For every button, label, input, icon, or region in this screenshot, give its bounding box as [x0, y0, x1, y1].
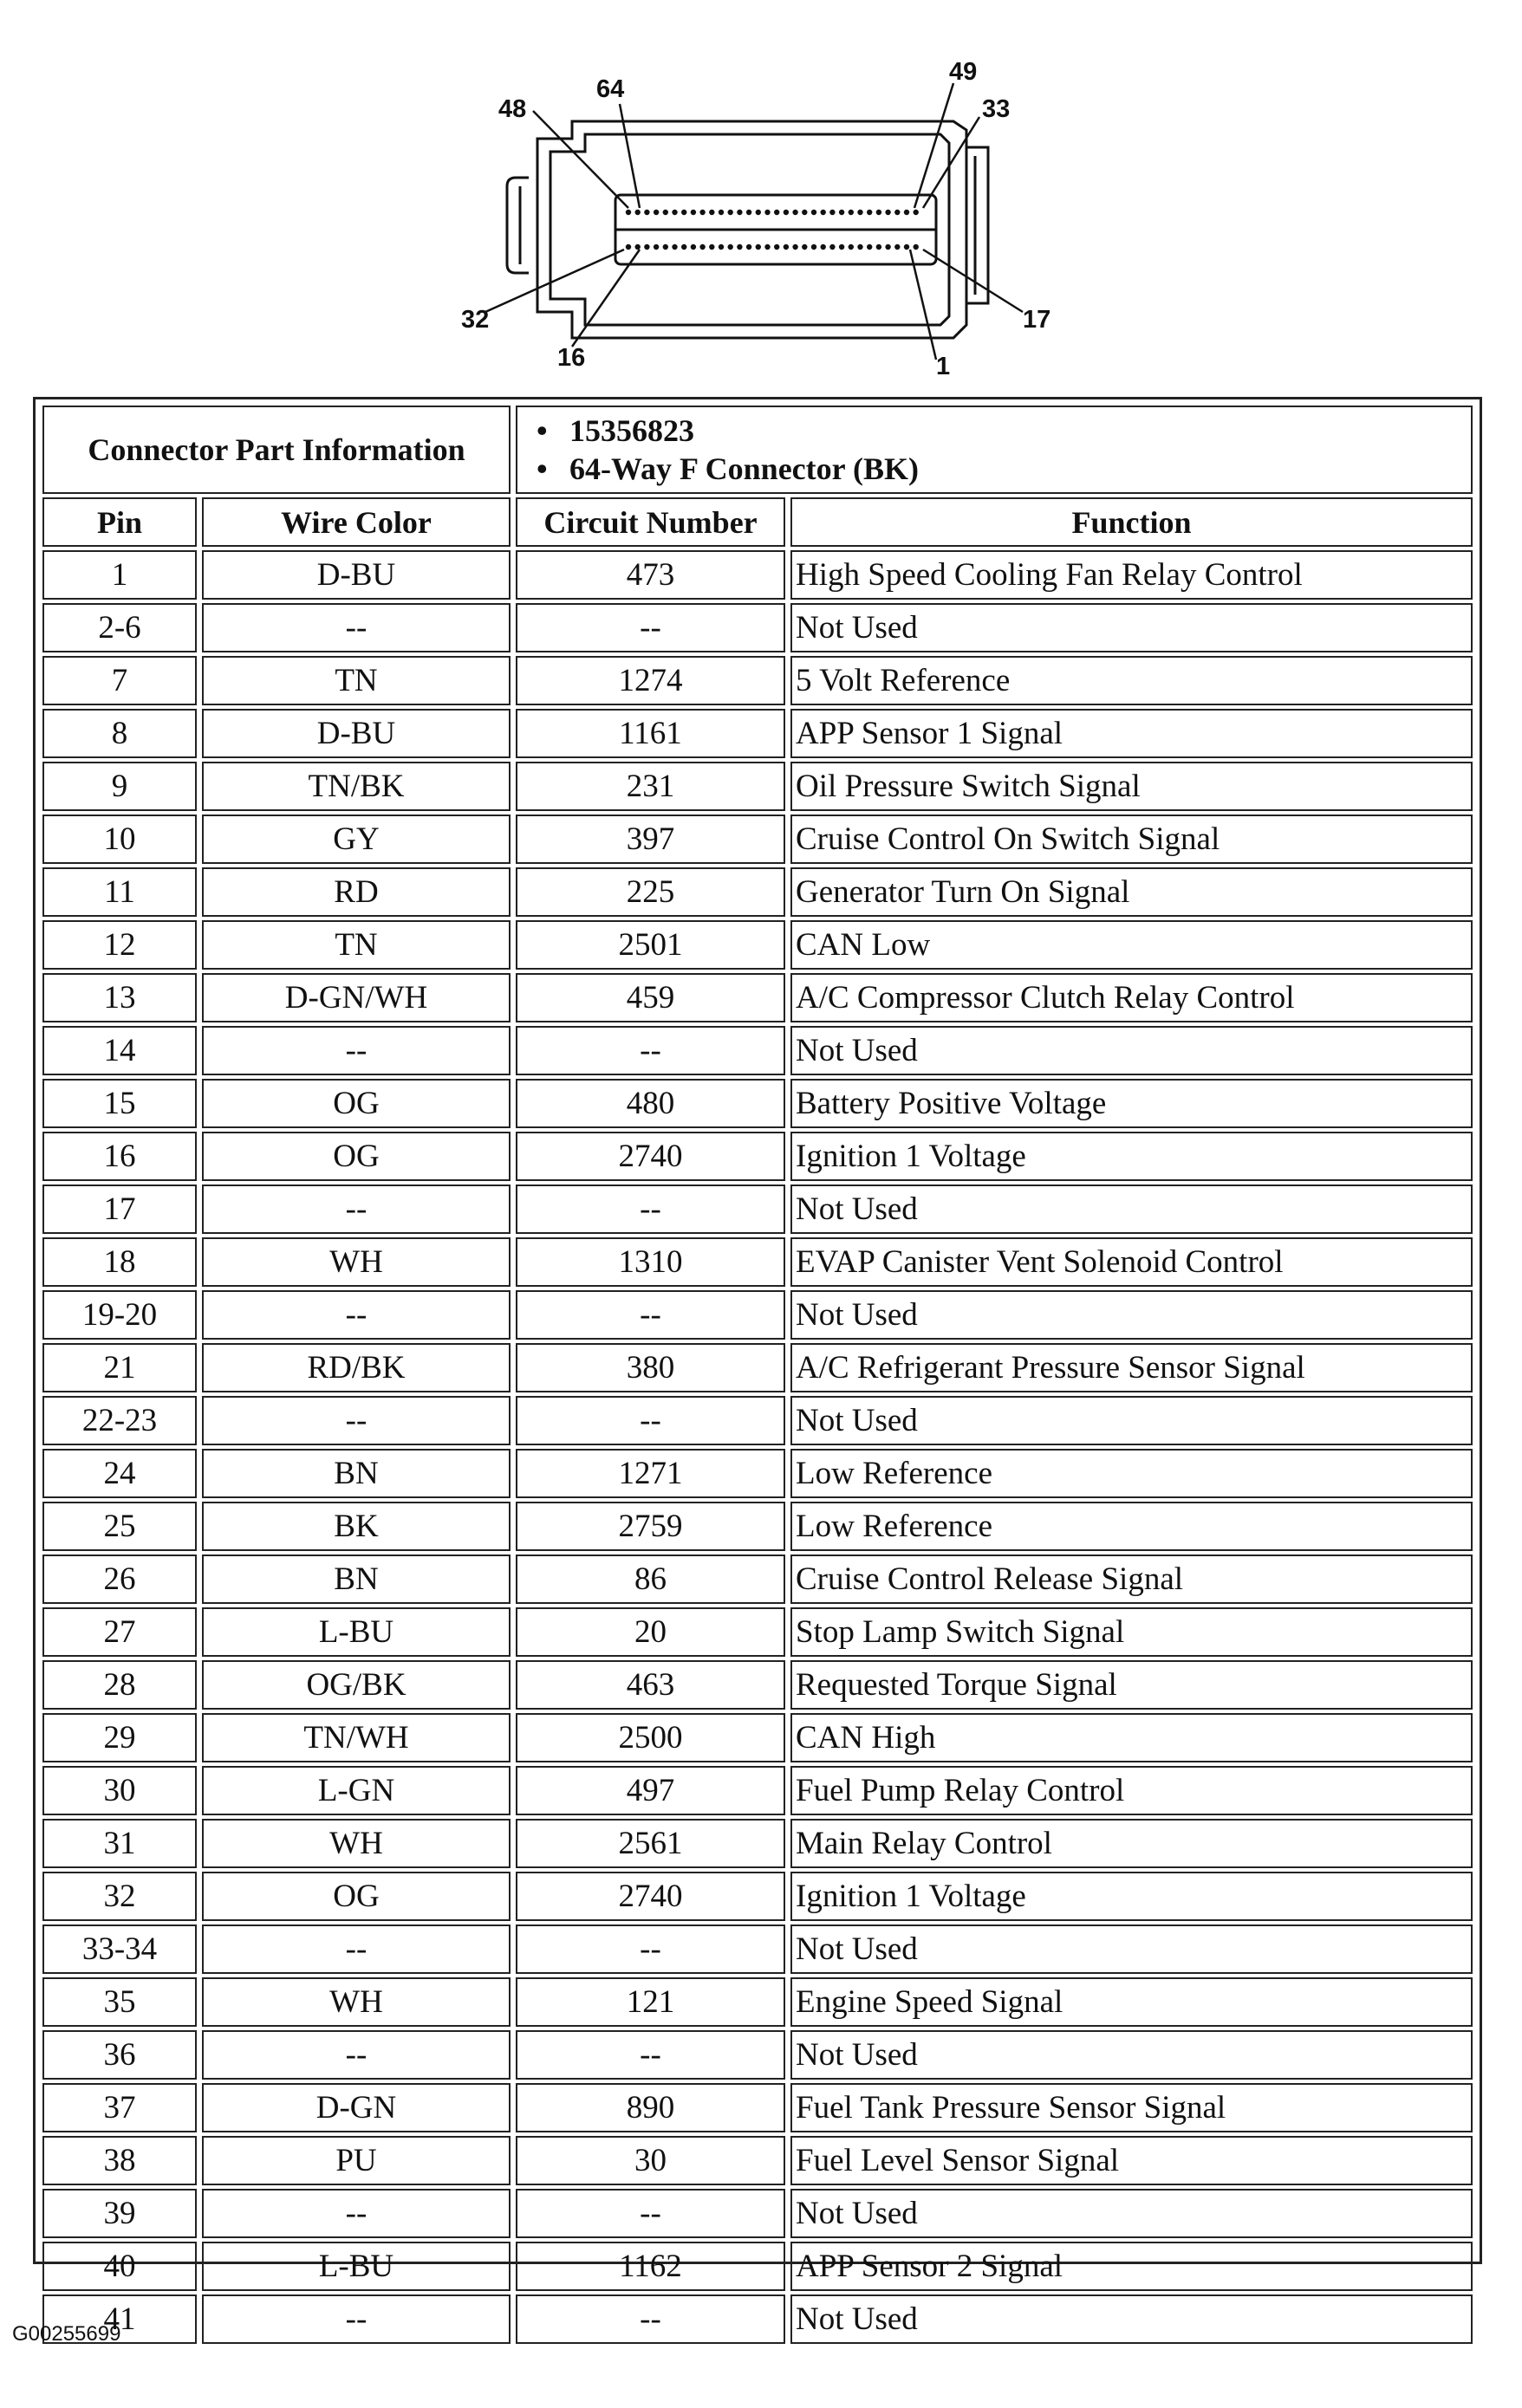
connector-pin-dot	[784, 210, 789, 215]
cell-pin: 35	[42, 1977, 197, 2027]
connector-pin-dot	[626, 244, 631, 250]
cell-function: Not Used	[790, 2030, 1473, 2080]
pin-label-32: 32	[461, 306, 490, 334]
connector-pin-dot	[699, 244, 705, 250]
cell-wire-color: L-BU	[202, 2242, 511, 2291]
connector-pin-dot	[737, 244, 742, 250]
table-row	[42, 1185, 1473, 1234]
cell-pin: 24	[42, 1449, 197, 1498]
table-row	[42, 1290, 1473, 1340]
cell-circuit-number: 2759	[516, 1502, 785, 1551]
cell-function: High Speed Cooling Fan Relay Control	[790, 550, 1473, 600]
connector-pin-dot	[746, 210, 751, 215]
cell-function: CAN Low	[790, 920, 1473, 970]
cell-wire-color: GY	[202, 815, 511, 864]
pin-label-17: 17	[1023, 306, 1051, 334]
cell-pin: 12	[42, 920, 197, 970]
connector-pin-dot	[746, 244, 751, 250]
connector-pin-dot	[728, 210, 733, 215]
table-row	[42, 867, 1473, 917]
table-row	[42, 709, 1473, 758]
connector-pin-dot	[672, 210, 677, 215]
cell-pin: 30	[42, 1766, 197, 1815]
connector-pin-dot	[663, 244, 668, 250]
table-row	[42, 1079, 1473, 1128]
cell-function: Low Reference	[790, 1502, 1473, 1551]
cell-pin: 31	[42, 1819, 197, 1868]
connector-pin-dot	[709, 244, 714, 250]
connector-pin-dot	[737, 210, 742, 215]
cell-pin: 36	[42, 2030, 197, 2080]
cell-circuit-number: --	[516, 2030, 785, 2080]
connector-pin-dot	[792, 244, 797, 250]
table-row	[42, 1872, 1473, 1921]
cell-function: Cruise Control On Switch Signal	[790, 815, 1473, 864]
cell-function: Ignition 1 Voltage	[790, 1132, 1473, 1181]
connector-pin-dot	[699, 210, 705, 215]
cell-wire-color: WH	[202, 1819, 511, 1868]
cell-function: A/C Refrigerant Pressure Sensor Signal	[790, 1343, 1473, 1392]
cell-wire-color: --	[202, 2294, 511, 2344]
connector-pin-dot	[691, 210, 696, 215]
table-row	[42, 1237, 1473, 1287]
cell-wire-color: D-BU	[202, 550, 511, 600]
cell-function: Not Used	[790, 2294, 1473, 2344]
cell-wire-color: TN	[202, 920, 511, 970]
cell-circuit-number: 2740	[516, 1872, 785, 1921]
cell-circuit-number: --	[516, 1026, 785, 1075]
cell-pin: 39	[42, 2189, 197, 2238]
connector-pin-dot	[792, 210, 797, 215]
cell-wire-color: OG	[202, 1872, 511, 1921]
table-row	[42, 762, 1473, 811]
cell-circuit-number: 380	[516, 1343, 785, 1392]
pin-label-48: 48	[498, 95, 527, 123]
connector-pin-dot	[681, 210, 686, 215]
table-row	[42, 656, 1473, 705]
pin-label-33: 33	[982, 95, 1011, 123]
cell-function: Generator Turn On Signal	[790, 867, 1473, 917]
connector-pin-dot	[904, 210, 909, 215]
cell-pin: 11	[42, 867, 197, 917]
table-row	[42, 1396, 1473, 1445]
cell-function: Ignition 1 Voltage	[790, 1872, 1473, 1921]
table-row	[42, 1132, 1473, 1181]
table-row	[42, 2030, 1473, 2080]
cell-circuit-number: 480	[516, 1079, 785, 1128]
cell-function: Requested Torque Signal	[790, 1660, 1473, 1710]
header-circuit-number: Circuit Number	[516, 497, 785, 547]
cell-wire-color: OG	[202, 1079, 511, 1128]
cell-wire-color: BN	[202, 1449, 511, 1498]
connector-pin-dot	[821, 244, 826, 250]
cell-circuit-number: 2561	[516, 1819, 785, 1868]
cell-pin: 41	[42, 2294, 197, 2344]
cell-function: Fuel Tank Pressure Sensor Signal	[790, 2083, 1473, 2132]
connector-pin-dot	[672, 244, 677, 250]
cell-pin: 10	[42, 815, 197, 864]
cell-pin: 18	[42, 1237, 197, 1287]
connector-description: • 64-Way F Connector (BK)	[569, 450, 1471, 488]
cell-circuit-number: 2740	[516, 1132, 785, 1181]
table-row	[42, 2294, 1473, 2344]
cell-circuit-number: 20	[516, 1607, 785, 1657]
connector-info-cell	[516, 406, 1473, 494]
cell-wire-color: RD	[202, 867, 511, 917]
connector-pin-dot	[774, 210, 779, 215]
cell-circuit-number: 86	[516, 1554, 785, 1604]
cell-circuit-number: 1271	[516, 1449, 785, 1498]
cell-function: APP Sensor 2 Signal	[790, 2242, 1473, 2291]
connector-pin-dot	[914, 244, 919, 250]
cell-wire-color: D-BU	[202, 709, 511, 758]
cell-circuit-number: --	[516, 603, 785, 652]
cell-circuit-number: 2501	[516, 920, 785, 970]
connector-pin-dot	[849, 210, 854, 215]
connector-pin-dot	[857, 244, 862, 250]
cell-function: EVAP Canister Vent Solenoid Control	[790, 1237, 1473, 1287]
connector-pin-dot	[867, 244, 872, 250]
table-row	[42, 1819, 1473, 1868]
cell-circuit-number: 473	[516, 550, 785, 600]
connector-pin-dot	[728, 244, 733, 250]
connector-pin-dot	[654, 210, 659, 215]
cell-pin: 38	[42, 2136, 197, 2185]
connector-pin-dot	[644, 244, 649, 250]
connector-pin-dot	[681, 244, 686, 250]
cell-wire-color: L-BU	[202, 1607, 511, 1657]
table-row	[42, 920, 1473, 970]
cell-circuit-number: --	[516, 1185, 785, 1234]
connector-pin-dot	[829, 210, 835, 215]
connector-pin-dot	[885, 210, 890, 215]
table-row	[42, 2136, 1473, 2185]
cell-pin: 40	[42, 2242, 197, 2291]
cell-wire-color: D-GN	[202, 2083, 511, 2132]
connector-pin-dot	[635, 210, 641, 215]
cell-circuit-number: 30	[516, 2136, 785, 2185]
connector-pin-dot	[719, 210, 724, 215]
cell-circuit-number: 1310	[516, 1237, 785, 1287]
header-pin: Pin	[42, 497, 197, 547]
cell-function: Not Used	[790, 1924, 1473, 1974]
cell-circuit-number: 2500	[516, 1713, 785, 1762]
cell-wire-color: --	[202, 1924, 511, 1974]
connector-pin-dot	[774, 244, 779, 250]
connector-pin-dot	[894, 244, 900, 250]
cell-wire-color: TN	[202, 656, 511, 705]
cell-circuit-number: 397	[516, 815, 785, 864]
cell-circuit-number: 890	[516, 2083, 785, 2132]
table-row	[42, 973, 1473, 1022]
table-header-row	[42, 497, 1473, 547]
cell-circuit-number: --	[516, 1396, 785, 1445]
table-row	[42, 1607, 1473, 1657]
cell-pin: 13	[42, 973, 197, 1022]
cell-pin: 17	[42, 1185, 197, 1234]
connector-part-number: • 15356823	[569, 412, 1471, 450]
cell-wire-color: WH	[202, 1977, 511, 2027]
header-function: Function	[790, 497, 1473, 547]
cell-wire-color: --	[202, 2189, 511, 2238]
cell-pin: 8	[42, 709, 197, 758]
cell-wire-color: --	[202, 1396, 511, 1445]
pin-label-16: 16	[557, 344, 586, 372]
connector-pin-dot	[876, 244, 881, 250]
connector-pin-dot	[811, 244, 816, 250]
cell-circuit-number: --	[516, 1290, 785, 1340]
cell-function: A/C Compressor Clutch Relay Control	[790, 973, 1473, 1022]
cell-pin: 32	[42, 1872, 197, 1921]
cell-pin: 19-20	[42, 1290, 197, 1340]
cell-pin: 7	[42, 656, 197, 705]
cell-pin: 37	[42, 2083, 197, 2132]
cell-function: Not Used	[790, 1396, 1473, 1445]
cell-pin: 9	[42, 762, 197, 811]
cell-circuit-number: 459	[516, 973, 785, 1022]
cell-function: Stop Lamp Switch Signal	[790, 1607, 1473, 1657]
cell-pin: 22-23	[42, 1396, 197, 1445]
connector-pin-dot	[644, 210, 649, 215]
cell-function: CAN High	[790, 1713, 1473, 1762]
cell-function: Not Used	[790, 1026, 1473, 1075]
connector-pin-dot	[802, 244, 807, 250]
cell-circuit-number: --	[516, 2189, 785, 2238]
connector-pin-dot	[914, 210, 919, 215]
cell-function: Not Used	[790, 1185, 1473, 1234]
cell-pin: 29	[42, 1713, 197, 1762]
cell-function: Not Used	[790, 1290, 1473, 1340]
table-row	[42, 1713, 1473, 1762]
table-row	[42, 1343, 1473, 1392]
cell-pin: 25	[42, 1502, 197, 1551]
cell-function: Engine Speed Signal	[790, 1977, 1473, 2027]
connector-pin-dot	[839, 210, 844, 215]
cell-pin: 16	[42, 1132, 197, 1181]
cell-wire-color: PU	[202, 2136, 511, 2185]
header-wire-color: Wire Color	[202, 497, 511, 547]
table-row	[42, 2189, 1473, 2238]
cell-circuit-number: --	[516, 2294, 785, 2344]
cell-pin: 26	[42, 1554, 197, 1604]
table-row	[42, 1660, 1473, 1710]
cell-function: Not Used	[790, 603, 1473, 652]
table-row	[42, 1502, 1473, 1551]
connector-pin-dot	[635, 244, 641, 250]
connector-pin-dot	[663, 210, 668, 215]
cell-pin: 1	[42, 550, 197, 600]
cell-function: Oil Pressure Switch Signal	[790, 762, 1473, 811]
cell-wire-color: --	[202, 2030, 511, 2080]
connector-pin-dot	[894, 210, 900, 215]
connector-pin-dot	[719, 244, 724, 250]
cell-circuit-number: 1161	[516, 709, 785, 758]
cell-pin: 21	[42, 1343, 197, 1392]
pin-label-1: 1	[936, 353, 951, 380]
connector-pin-dot	[764, 244, 770, 250]
table-row	[42, 603, 1473, 652]
cell-function: Fuel Level Sensor Signal	[790, 2136, 1473, 2185]
table-row	[42, 2242, 1473, 2291]
cell-circuit-number: 497	[516, 1766, 785, 1815]
connector-pin-dot	[709, 210, 714, 215]
cell-wire-color: WH	[202, 1237, 511, 1287]
connector-pin-dot	[802, 210, 807, 215]
connector-info-row	[42, 406, 1473, 494]
cell-circuit-number: 1162	[516, 2242, 785, 2291]
connector-info-label: Connector Part Information	[42, 406, 511, 494]
table-row	[42, 550, 1473, 600]
table-row	[42, 1924, 1473, 1974]
cell-wire-color: --	[202, 1290, 511, 1340]
cell-wire-color: RD/BK	[202, 1343, 511, 1392]
table-row	[42, 1554, 1473, 1604]
cell-function: Not Used	[790, 2189, 1473, 2238]
cell-circuit-number: 231	[516, 762, 785, 811]
connector-pin-dot	[867, 210, 872, 215]
cell-pin: 33-34	[42, 1924, 197, 1974]
cell-wire-color: OG	[202, 1132, 511, 1181]
cell-wire-color: TN/WH	[202, 1713, 511, 1762]
cell-function: Battery Positive Voltage	[790, 1079, 1473, 1128]
cell-wire-color: --	[202, 1026, 511, 1075]
cell-wire-color: TN/BK	[202, 762, 511, 811]
cell-pin: 15	[42, 1079, 197, 1128]
cell-wire-color: L-GN	[202, 1766, 511, 1815]
cell-function: APP Sensor 1 Signal	[790, 709, 1473, 758]
table-row	[42, 1026, 1473, 1075]
cell-pin: 28	[42, 1660, 197, 1710]
cell-wire-color: --	[202, 1185, 511, 1234]
cell-pin: 27	[42, 1607, 197, 1657]
connector-pin-dot	[756, 244, 761, 250]
connector-pin-dot	[885, 244, 890, 250]
pin-label-64: 64	[596, 75, 625, 103]
connector-pin-dot	[654, 244, 659, 250]
cell-function: Cruise Control Release Signal	[790, 1554, 1473, 1604]
cell-circuit-number: 463	[516, 1660, 785, 1710]
table-row	[42, 815, 1473, 864]
table-row	[42, 2083, 1473, 2132]
cell-circuit-number: 1274	[516, 656, 785, 705]
table-row	[42, 1449, 1473, 1498]
cell-pin: 14	[42, 1026, 197, 1075]
figure-code: G00255699	[12, 2322, 121, 2346]
connector-pin-dot	[691, 244, 696, 250]
cell-wire-color: OG/BK	[202, 1660, 511, 1710]
connector-pin-dot	[857, 210, 862, 215]
connector-pin-dot	[829, 244, 835, 250]
connector-pin-dot	[811, 210, 816, 215]
connector-pin-dot	[626, 210, 631, 215]
connector-pin-dot	[784, 244, 789, 250]
cell-function: 5 Volt Reference	[790, 656, 1473, 705]
connector-pin-dot	[849, 244, 854, 250]
connector-pin-dot	[904, 244, 909, 250]
table-row	[42, 1977, 1473, 2027]
connector-pin-dot	[821, 210, 826, 215]
cell-wire-color: D-GN/WH	[202, 973, 511, 1022]
table-row	[42, 1766, 1473, 1815]
pin-label-49: 49	[949, 58, 978, 86]
connector-diagram	[461, 52, 1075, 380]
connector-pin-dot	[876, 210, 881, 215]
cell-function: Main Relay Control	[790, 1819, 1473, 1868]
cell-wire-color: BK	[202, 1502, 511, 1551]
cell-wire-color: BN	[202, 1554, 511, 1604]
cell-function: Fuel Pump Relay Control	[790, 1766, 1473, 1815]
cell-function: Low Reference	[790, 1449, 1473, 1498]
connector-pin-dot	[764, 210, 770, 215]
cell-pin: 2-6	[42, 603, 197, 652]
cell-circuit-number: --	[516, 1924, 785, 1974]
cell-circuit-number: 121	[516, 1977, 785, 2027]
connector-pin-dot	[756, 210, 761, 215]
cell-wire-color: --	[202, 603, 511, 652]
connector-pin-dot	[839, 244, 844, 250]
cell-circuit-number: 225	[516, 867, 785, 917]
